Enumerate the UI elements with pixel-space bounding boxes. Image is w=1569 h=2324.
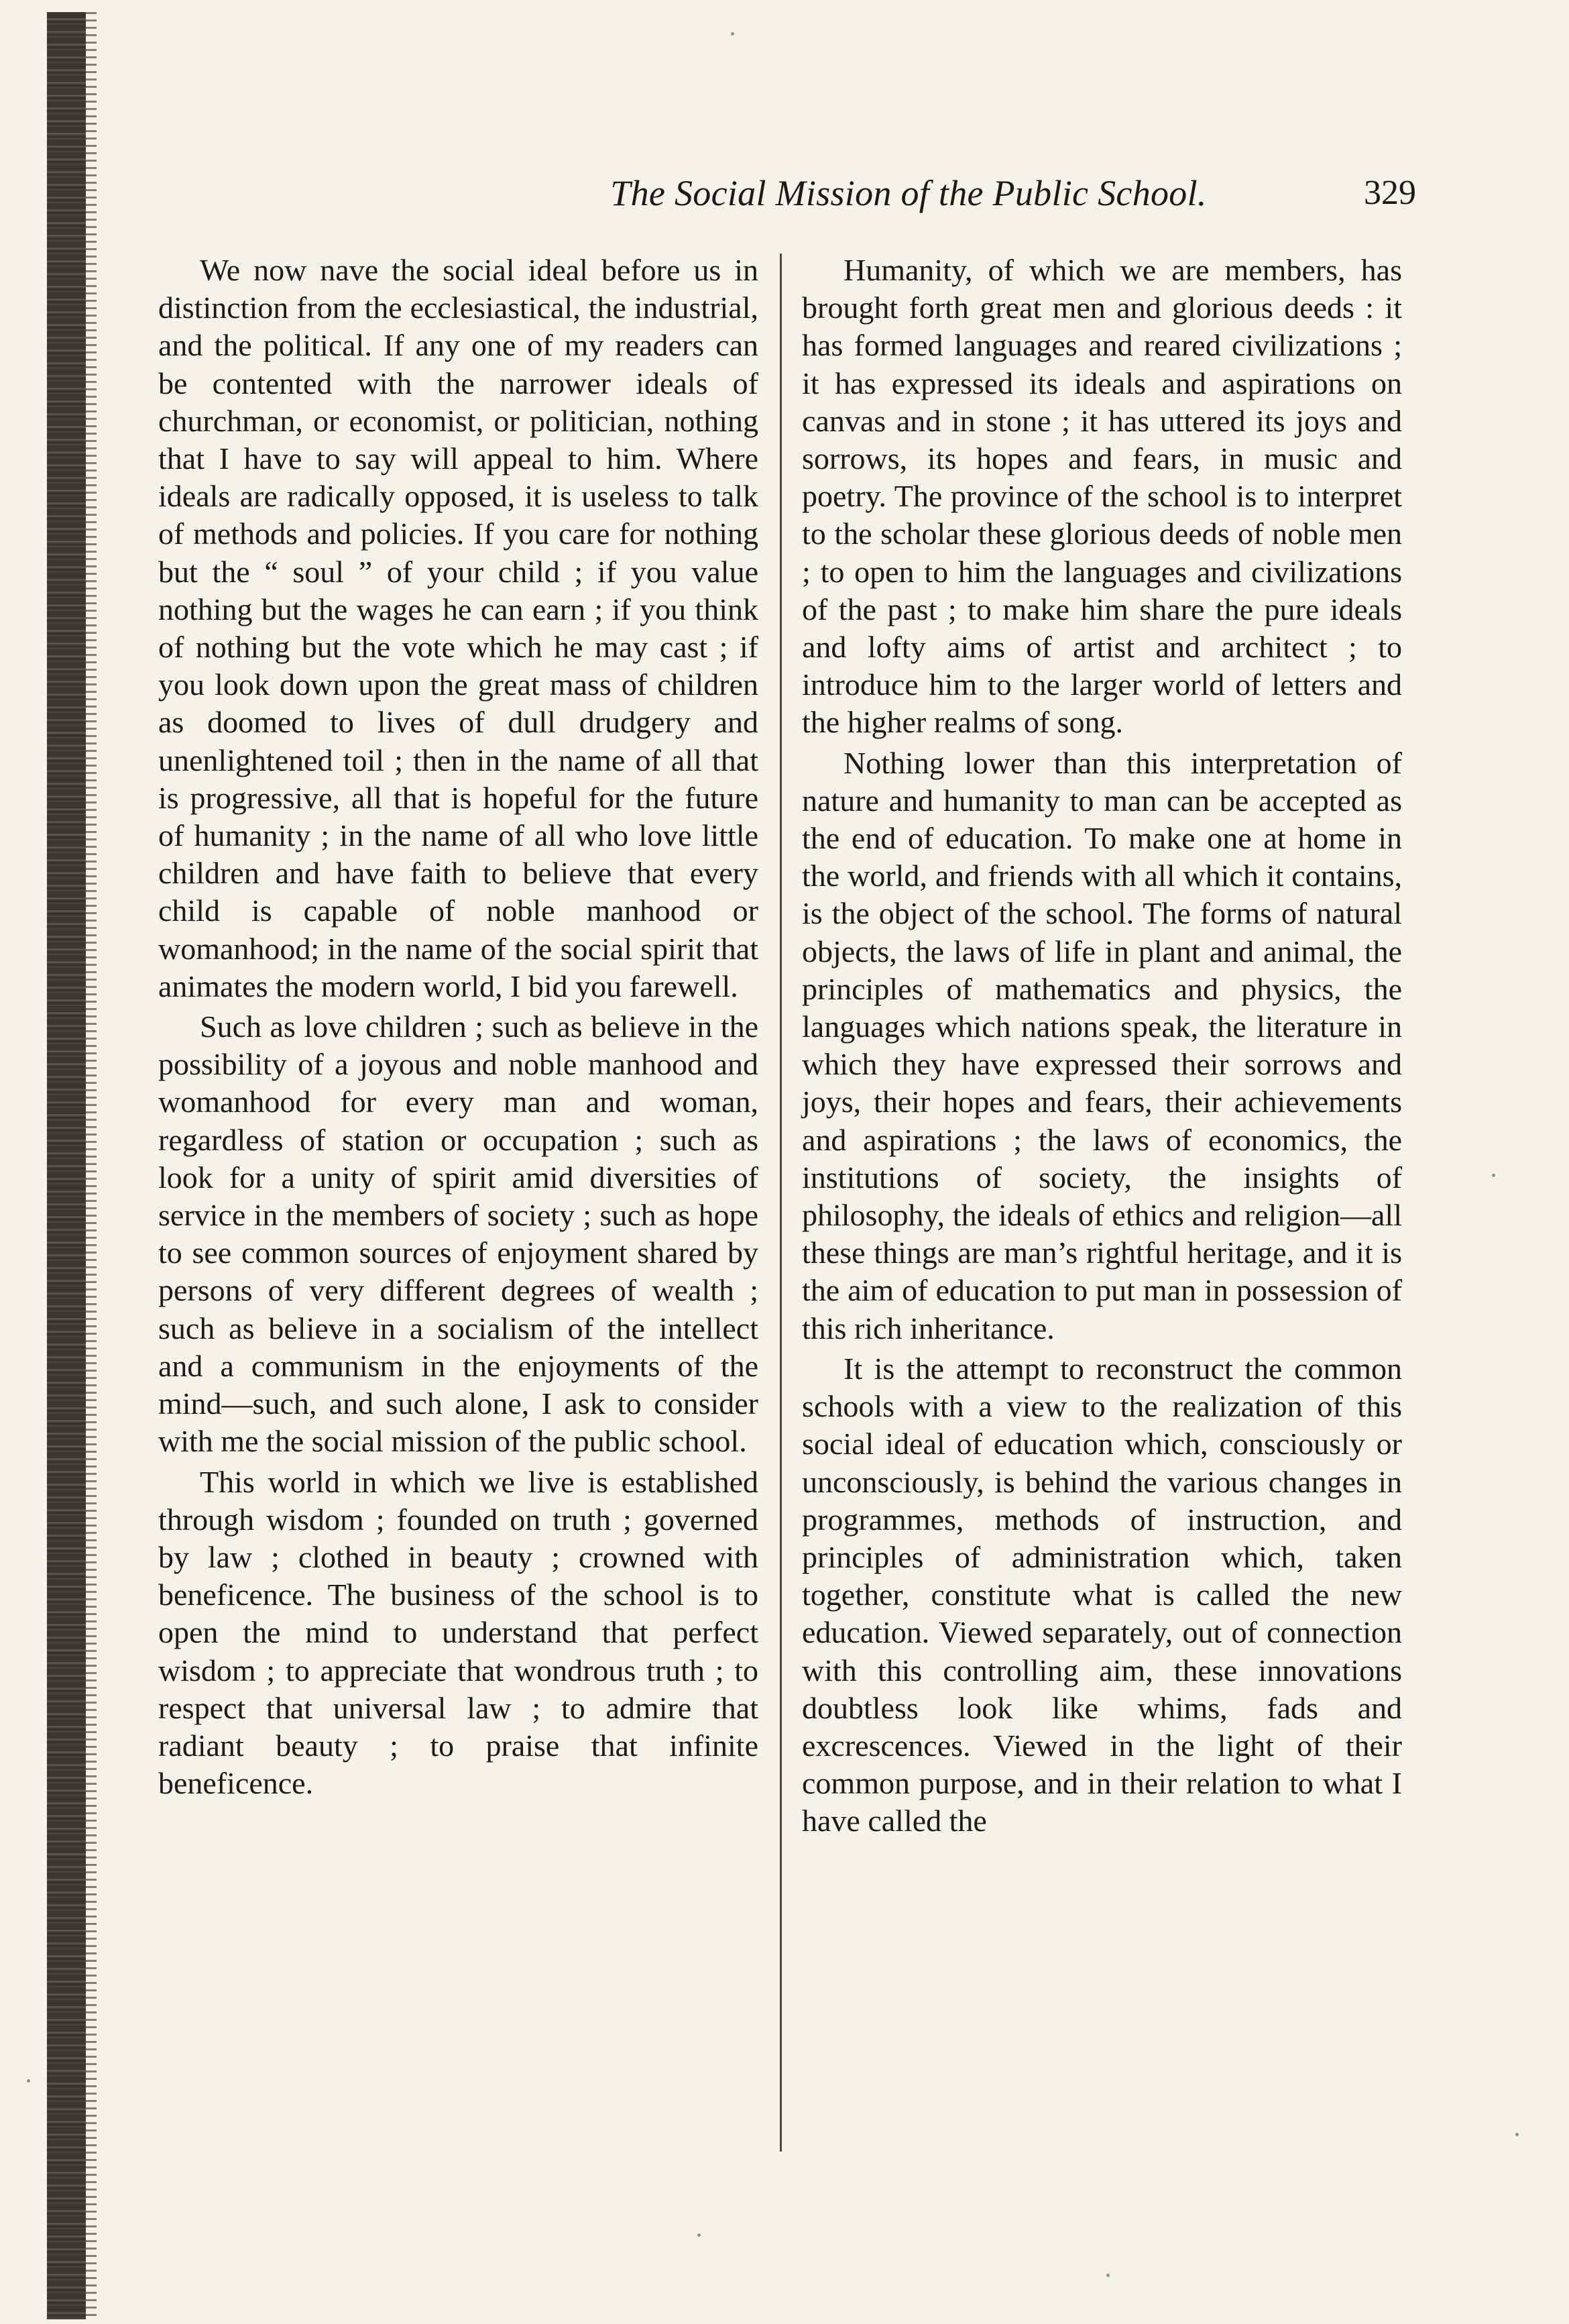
right-paragraph-1: Humanity, of which we are members, has brought forth great men and glorious deeds : it has formed languages and reared civilizations ; it has expressed its ideals and aspirations on canvas and in stone ; it has uttered its joys and sorrows, its hopes and fears, in music and poetry. The province of the school is to interpret to the scholar these glorious deeds of noble men ; to open to him the languages and civilizations of the past ; to make him share the pure ideals and lofty aims of artist and architect ; to introduce him to the larger world of letters and the higher realms of song. — [802, 253, 1402, 740]
left-paragraph-1: We now nave the social ideal before us in distinction from the ecclesiastical, the industrial, and the political. If any one of my readers can be contented with the narrower ideals of churchman, or economist, or politician, nothing that I have to say will appeal to him. Where ideals are radically opposed, it is useless to talk of methods and policies. If you care for nothing but the “ soul ” of your child ; if you value nothing but the wages he can earn ; if you think of nothing but the vote which he may cast ; if you look down upon the great mass of children as doomed to lives of dull drudgery and unenlightened toil ; then in the name of all that is progressive, all that is hopeful for the future of humanity ; in the name of all who love little children and have faith to believe that every child is capable of noble manhood or womanhood; in the name of the social spirit that animates the modern world, I bid you farewell. — [158, 253, 758, 1003]
page-number: 329 — [1364, 174, 1416, 212]
column-rule — [780, 254, 782, 2152]
scan-speck — [27, 2079, 30, 2083]
scan-speck — [731, 32, 734, 36]
left-paragraph-3: This world in which we live is established through wisdom ; founded on truth ; governed by law ; clothed in beauty ; crowned with beneficence. The business of the school is to open the mind to understand that perfect wisdom ; to appreciate that wondrous truth ; to respect that universal law ; to admire that radiant beauty ; to praise that infinite beneficence. — [158, 1464, 758, 1801]
book-binding-shadow — [47, 12, 86, 2319]
binding-edge — [86, 12, 97, 2319]
left-paragraph-2: Such as love children ; such as believe in the possibility of a joyous and noble manhood and womanhood for every man and woman, regardless of station or occupation ; such as look for a unity of spirit amid diversities of service in the members of society ; such as hope to see common sources of enjoyment shared by persons of very different degrees of wealth ; such as believe in a socialism of the intellect and a communism in the enjoyments of the mind—such, and such alone, I ask to consider with me the social mission of the public school. — [158, 1009, 758, 1459]
scan-speck — [1106, 2274, 1110, 2277]
right-paragraph-3: It is the attempt to reconstruct the common schools with a view to the realization of this social ideal of education which, consciously or unconsciously, is behind the various changes in programmes, methods of instruction, and principles of administration which, taken together, constitute what is called the new education. Viewed separately, out of connection with this controlling aim, these innovations doubtless look like whims, fads and excrescences. Viewed in the light of their common purpose, and in their relation to what I have called the — [802, 1351, 1402, 1838]
right-paragraph-2: Nothing lower than this interpretation of nature and humanity to man can be accepted as the end of education. To make one at home in the world, and friends with all which it contains, is the object of the school. The forms of natural objects, the laws of life in plant and animal, the principles of mathematics and physics, the languages which nations speak, the literature in which they have expressed their sorrows and joys, their hopes and fears, their achievements and aspirations ; the laws of economics, the institutions of society, the insights of philosophy, the ideals of ethics and religion—all these things are man’s rightful heritage, and it is the aim of education to put man in possession of this rich inheritance. — [802, 745, 1402, 1345]
scan-speck — [697, 2233, 701, 2237]
running-head-title: The Social Mission of the Public School. — [610, 173, 1207, 213]
right-column — [802, 252, 1402, 1843]
scan-speck — [1515, 2133, 1519, 2136]
scan-speck — [1492, 1174, 1495, 1177]
left-column — [158, 252, 758, 1805]
